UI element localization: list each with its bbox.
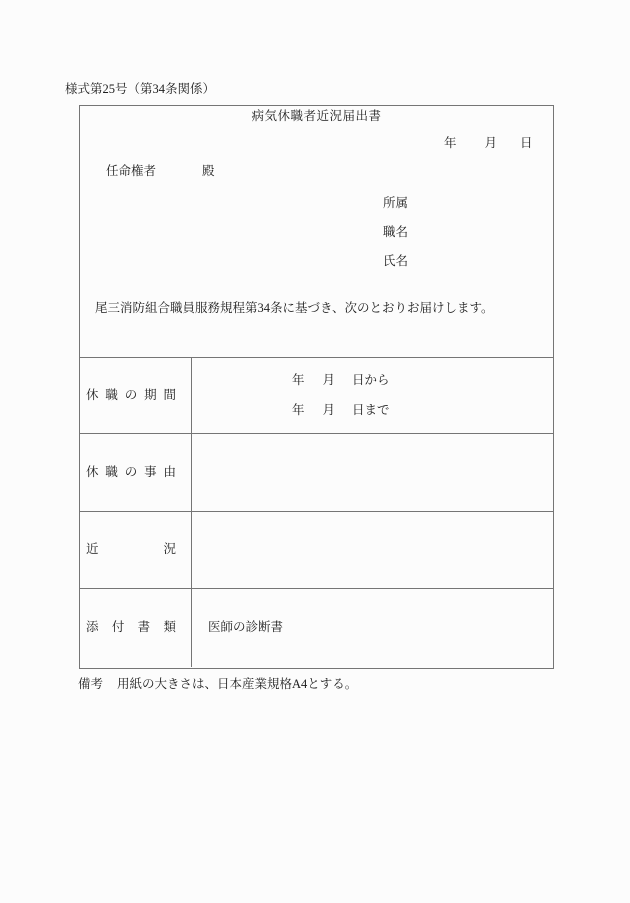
period-to-line xyxy=(292,404,553,417)
remarks-text: 用紙の大きさは、日本産業規格A4とする。 xyxy=(117,677,358,691)
body-sentence: 尾三消防組合職員服務規程第34条に基づき、次のとおりお届けします。 xyxy=(95,301,494,315)
appointer-label: 任命権者 xyxy=(106,164,157,178)
period-to-day-label: 日まで xyxy=(352,403,390,417)
leave-period-label: 休 職 の 期 間 xyxy=(86,387,176,402)
attached-documents-value-cell xyxy=(192,589,553,667)
row-label-cell xyxy=(80,512,192,588)
date-year-label: 年 xyxy=(444,136,457,150)
table-row-leave-period xyxy=(80,357,553,433)
table-row-recent-status xyxy=(80,511,553,588)
form-border-box xyxy=(79,105,554,669)
period-lines xyxy=(192,358,553,433)
row-label-cell xyxy=(80,434,192,511)
period-to-month-label: 月 xyxy=(322,403,336,417)
recent-status-value xyxy=(192,512,553,588)
field-label-job-title: 職名 xyxy=(383,225,409,239)
row-label-cell xyxy=(80,358,192,433)
date-line xyxy=(444,137,533,150)
period-from-day-label: 日から xyxy=(352,372,390,387)
attached-documents-label: 添 付 書 類 xyxy=(86,620,176,635)
attached-documents-value: 医師の診断書 xyxy=(208,620,284,635)
period-from-line xyxy=(292,374,553,387)
leave-reason-value xyxy=(192,434,553,511)
form-number-label: 様式第25号（第34条関係） xyxy=(65,82,216,96)
date-month-label: 月 xyxy=(484,136,498,150)
form-table xyxy=(80,357,553,667)
row-label-cell xyxy=(80,589,192,667)
period-from-month-label: 月 xyxy=(322,372,336,387)
period-from-year-label: 年 xyxy=(292,372,305,387)
table-row-leave-reason xyxy=(80,433,553,511)
recent-status-label: 近 況 xyxy=(86,542,176,557)
remarks-label: 備考 xyxy=(78,677,104,691)
leave-reason-value-cell xyxy=(192,434,553,511)
table-row-attached-documents xyxy=(80,588,553,667)
leave-reason-label: 休 職 の 事 由 xyxy=(86,464,176,479)
date-day-label: 日 xyxy=(520,136,533,150)
period-to-year-label: 年 xyxy=(292,403,305,417)
leave-period-value-cell xyxy=(192,358,553,433)
form-title: 病気休職者近況届出書 xyxy=(251,109,382,123)
field-label-name: 氏名 xyxy=(383,254,409,268)
field-label-affiliation: 所属 xyxy=(383,196,409,210)
remarks-line xyxy=(78,678,357,691)
recent-status-value-cell xyxy=(192,512,553,588)
honorific-label: 殿 xyxy=(202,164,215,178)
